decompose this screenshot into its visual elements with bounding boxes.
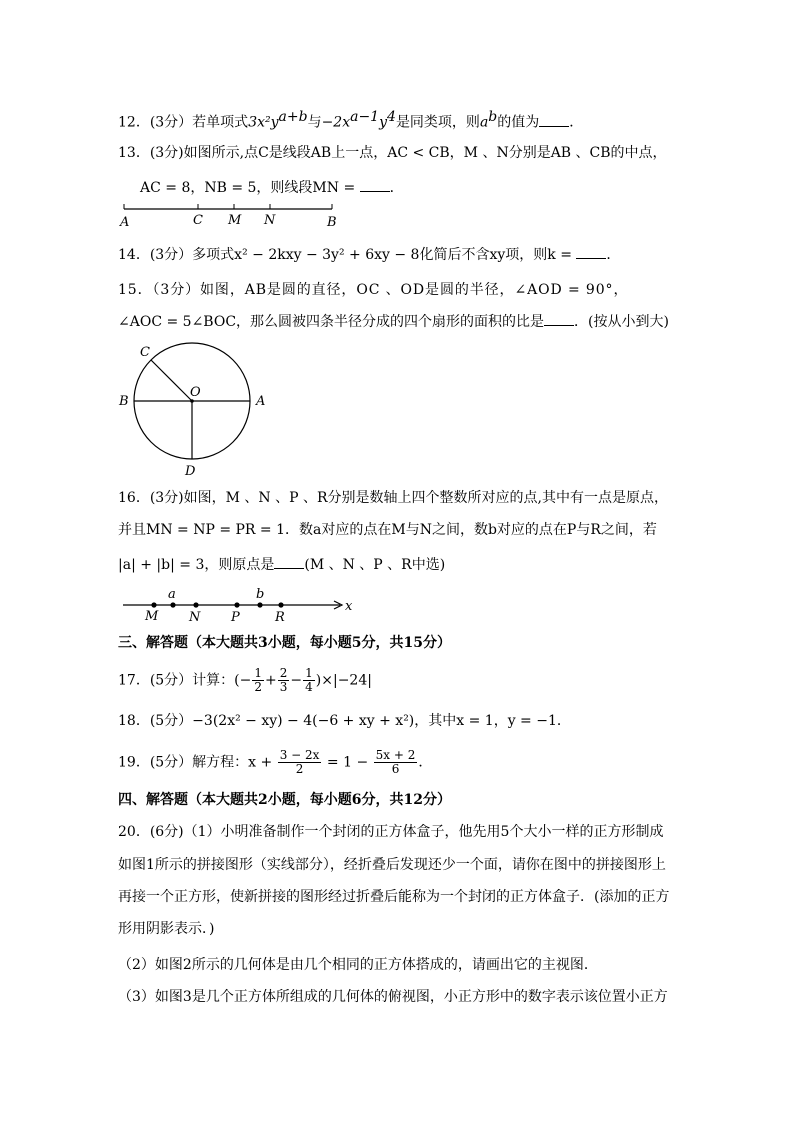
q19-prefix: 19．(5分）解方程：x + bbox=[118, 754, 273, 771]
q12-exp2: a−1 bbox=[350, 109, 380, 125]
q20-line6: （3）如图3是几个正方体所组成的几何体的俯视图，小正方形中的数字表示该位置小正方 bbox=[118, 989, 668, 1005]
segment-figure bbox=[118, 200, 348, 230]
q13-line2b: ． bbox=[389, 180, 404, 196]
q20-line5: （2）如图2所示的几何体是由几个相同的正方体搭成的，请画出它的主视图． bbox=[118, 957, 598, 973]
number-axis-figure bbox=[118, 588, 358, 624]
frac-3 bbox=[303, 667, 315, 694]
frac-1 bbox=[278, 749, 322, 776]
label-b: B bbox=[327, 215, 337, 230]
q12-line bbox=[118, 107, 583, 133]
label-a: A bbox=[256, 394, 266, 409]
q12-exp1: a+b bbox=[278, 109, 308, 125]
q12-term2: −2x bbox=[321, 114, 351, 131]
frac-den: 2 bbox=[254, 680, 263, 694]
point-r bbox=[278, 602, 283, 607]
q20-line1: 20．(6分)（1）小明准备制作一个封闭的正方体盒子，他先用5个大小一样的正方形制成 bbox=[118, 824, 664, 840]
label-a: A bbox=[120, 215, 130, 230]
q12-term1: 3x²y bbox=[248, 114, 279, 131]
frac-2 bbox=[278, 667, 290, 694]
q12-end: 的值为 bbox=[497, 114, 540, 131]
circle-figure bbox=[115, 338, 275, 483]
q19-suffix: ． bbox=[418, 754, 433, 771]
q20-line3: 再接一个正方形，使新拼接的图形经过折叠后能称为一个封闭的正方体盒子．(添加的正方 bbox=[118, 889, 670, 905]
point-a bbox=[170, 602, 175, 607]
section-4-heading: 四、解答题（本大题共2小题，每小题6分，共12分） bbox=[118, 792, 451, 808]
q12-term2b: y bbox=[379, 114, 388, 131]
answer-blank[interactable] bbox=[539, 112, 569, 127]
frac-den: 6 bbox=[391, 762, 400, 776]
section-3-heading: 三、解答题（本大题共3小题，每小题5分，共15分） bbox=[118, 635, 451, 651]
frac-den: 4 bbox=[305, 680, 313, 694]
label-b: B bbox=[119, 394, 129, 409]
q20-line4: 形用阴影表示．) bbox=[118, 921, 215, 937]
label-m: M bbox=[145, 609, 159, 624]
q19-line bbox=[118, 749, 432, 776]
q14-line bbox=[118, 244, 620, 265]
frac-1 bbox=[252, 667, 264, 694]
frac-num: 2 bbox=[279, 666, 288, 680]
q20-line2: 如图1所示的拼接图形（实线部分），经折叠后发现还少一个面，请你在图中的拼接图形上 bbox=[118, 857, 666, 873]
label-n: N bbox=[189, 610, 201, 625]
q17-prefix: 17．(5分）计算：(− bbox=[118, 672, 252, 689]
answer-blank[interactable] bbox=[360, 177, 390, 192]
q13-line2a: AC = 8，NB = 5，则线段MN = bbox=[140, 180, 356, 196]
label-r: R bbox=[275, 610, 285, 625]
point-m bbox=[151, 602, 156, 607]
q12-askexp: b bbox=[488, 109, 498, 125]
q17-line bbox=[118, 667, 372, 694]
q18-line: 18．(5分）−3(2x² − xy) − 4(−6 + xy + x²)，其中x = 1，y = −1． bbox=[118, 713, 571, 729]
answer-blank[interactable] bbox=[576, 244, 606, 259]
point-b bbox=[257, 602, 262, 607]
label-o: O bbox=[190, 385, 201, 400]
answer-blank[interactable] bbox=[274, 554, 304, 569]
answer-blank[interactable] bbox=[544, 311, 574, 326]
label-p: P bbox=[231, 610, 240, 625]
label-n: N bbox=[264, 213, 276, 228]
point-n bbox=[193, 602, 198, 607]
q16-line2: 并且MN = NP = PR = 1．数a对应的点在M与N之间，数b对应的点在P与R之间，若 bbox=[118, 522, 657, 538]
label-c: C bbox=[140, 345, 150, 360]
q13-line1: 13．(3分)如图所示,点C是线段AB上一点，AC < CB，M 、N分别是AB 、CB的中点， bbox=[118, 145, 667, 161]
label-a: a bbox=[168, 587, 176, 602]
q12-tail: ． bbox=[569, 114, 584, 131]
q15-line1: 15．（3分）如图，AB是圆的直径，OC 、OD是圆的半径，∠AOD = 90°， bbox=[118, 282, 629, 298]
q17-op1: + bbox=[265, 672, 277, 689]
q12-suffix: 是同类项，则 bbox=[395, 114, 480, 131]
q14-text: 14．(3分）多项式x² − 2kxy − 3y² + 6xy − 8化简后不含xy项，则k = bbox=[118, 247, 572, 263]
label-x: x bbox=[345, 599, 353, 614]
frac-2 bbox=[374, 749, 418, 776]
q19-mid: = 1 − bbox=[326, 754, 369, 771]
q16-line1: 16．(3分)如图，M 、N 、P 、R分别是数轴上四个整数所对应的点,其中有一点是原点， bbox=[118, 490, 668, 506]
frac-num: 1 bbox=[254, 666, 263, 680]
q12-exp3: 4 bbox=[387, 109, 396, 125]
q16-line3b: (M 、N 、P 、R中选) bbox=[304, 557, 446, 573]
frac-num: 5x + 2 bbox=[375, 748, 416, 762]
q17-op2: − bbox=[290, 672, 303, 689]
q12-mid: 与 bbox=[307, 114, 322, 131]
q15-line2a: ∠AOC = 5∠BOC，那么圆被四条半径分成的四个扇形的面积的比是 bbox=[118, 314, 545, 330]
label-m: M bbox=[228, 213, 242, 228]
frac-num: 3 − 2x bbox=[279, 748, 320, 762]
q17-suffix: )×|−24| bbox=[315, 672, 372, 689]
label-b: b bbox=[256, 587, 265, 602]
q12-prefix: 12．(3分）若单项式 bbox=[118, 114, 249, 131]
label-c: C bbox=[193, 213, 203, 228]
q16-line3a: |a| + |b| = 3，则原点是 bbox=[118, 557, 275, 573]
q14-end: ． bbox=[606, 247, 621, 263]
point-p bbox=[234, 602, 239, 607]
frac-den: 2 bbox=[295, 762, 304, 776]
q13-line2 bbox=[140, 177, 404, 198]
radius-oc bbox=[151, 360, 192, 401]
q15-line2b: ．(按从小到大) bbox=[574, 314, 669, 330]
label-d: D bbox=[185, 464, 196, 479]
frac-den: 3 bbox=[279, 680, 288, 694]
q12-ask: a bbox=[479, 114, 489, 131]
frac-num: 1 bbox=[305, 666, 313, 680]
q15-line2 bbox=[118, 311, 669, 332]
q16-line3 bbox=[118, 554, 445, 575]
